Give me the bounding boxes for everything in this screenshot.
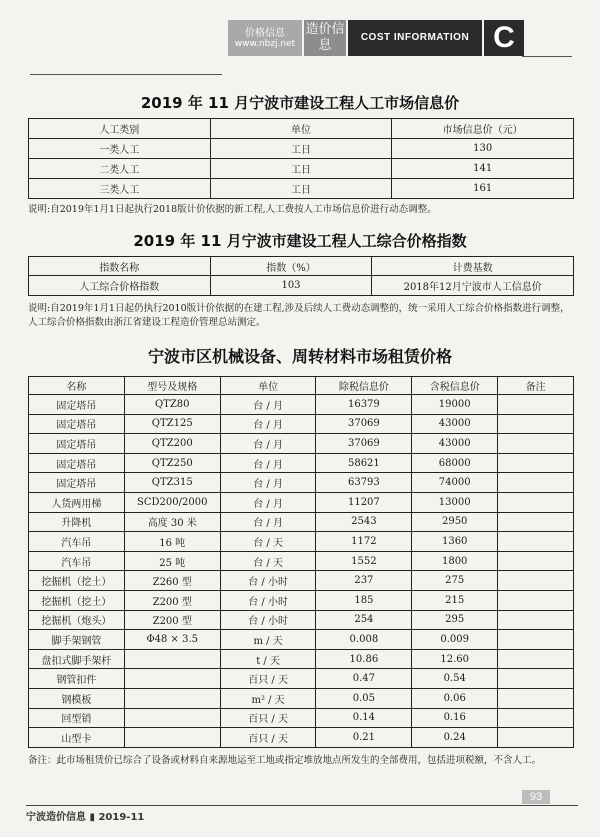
- table-cell: 钢管扣件: [29, 669, 125, 689]
- header-badge-url: www.nbzj.net: [234, 39, 296, 49]
- labor-title: 2019 年 11 月宁波市建设工程人工市场信息价: [140, 94, 460, 112]
- table-row: [29, 551, 574, 571]
- table-cell: 升降机: [29, 512, 125, 532]
- footer-publication: 宁波造价信息 ▮ 2019-11: [26, 812, 145, 823]
- table-cell: 0.14: [316, 708, 412, 728]
- table-cell: 固定塔吊: [29, 453, 125, 473]
- table-cell: 10.86: [316, 649, 412, 669]
- index-title: 2019 年 11 月宁波市建设工程人工综合价格指数: [133, 232, 467, 250]
- table-cell: [498, 532, 574, 552]
- table-cell: 237: [316, 571, 412, 591]
- table-cell: 一类人工: [29, 139, 211, 159]
- table-cell: 百只 / 天: [220, 669, 316, 689]
- footer-rule: [26, 805, 578, 806]
- table-cell: 台 / 小时: [220, 590, 316, 610]
- index-table: [28, 256, 574, 296]
- table-cell: 13000: [412, 492, 498, 512]
- table-row: [29, 139, 574, 159]
- table-cell: QTZ80: [124, 395, 220, 415]
- rental-header-cell: 名称: [29, 377, 125, 395]
- rental-header-cell: 含税信息价: [412, 377, 498, 395]
- table-cell: 0.008: [316, 630, 412, 650]
- table-cell: t / 天: [220, 649, 316, 669]
- table-cell: 185: [316, 590, 412, 610]
- table-row: [29, 276, 574, 296]
- table-cell: 0.47: [316, 669, 412, 689]
- table-cell: 高度 30 米: [124, 512, 220, 532]
- table-row: [29, 708, 574, 728]
- table-cell: [124, 688, 220, 708]
- table-cell: [498, 414, 574, 434]
- table-cell: [124, 649, 220, 669]
- table-cell: [498, 453, 574, 473]
- table-cell: 工日: [210, 139, 392, 159]
- table-cell: 0.06: [412, 688, 498, 708]
- header-rule: [30, 74, 222, 75]
- table-cell: [498, 610, 574, 630]
- table-cell: 挖掘机（挖土）: [29, 571, 125, 591]
- table-cell: 固定塔吊: [29, 434, 125, 454]
- table-cell: 人工综合价格指数: [29, 276, 211, 296]
- table-cell: [498, 512, 574, 532]
- table-cell: 挖掘机（挖土）: [29, 590, 125, 610]
- table-cell: 1552: [316, 551, 412, 571]
- section-letter: C: [482, 20, 524, 56]
- table-cell: 汽车吊: [29, 551, 125, 571]
- table-row: [29, 473, 574, 493]
- table-cell: 58621: [316, 453, 412, 473]
- table-cell: [124, 728, 220, 748]
- table-row: [29, 492, 574, 512]
- section-label: 造价信息: [304, 20, 346, 56]
- table-cell: [498, 434, 574, 454]
- page-number: 93: [522, 790, 550, 804]
- rental-table: [28, 376, 574, 748]
- labor-header-cell: 市场信息价（元）: [392, 119, 574, 139]
- table-cell: 74000: [412, 473, 498, 493]
- header-badge-title: 价格信息: [245, 28, 285, 39]
- table-cell: QTZ250: [124, 453, 220, 473]
- index-header-cell: 指数名称: [29, 257, 211, 276]
- labor-header-cell: 人工类别: [29, 119, 211, 139]
- table-cell: 0.24: [412, 728, 498, 748]
- table-cell: 1360: [412, 532, 498, 552]
- table-cell: 0.54: [412, 669, 498, 689]
- table-cell: 16379: [316, 395, 412, 415]
- header-badge: [228, 20, 302, 56]
- table-cell: 脚手架钢管: [29, 630, 125, 650]
- rental-header-cell: 除税信息价: [316, 377, 412, 395]
- index-note: 说明:自2019年1月1日起仍执行2010版计价依据的在建工程,涉及后续人工费动态调整的，统一采用人工综合价格指数进行调整，人工综合价格指数由浙江省建设工程造价管理总站测定。: [28, 303, 570, 328]
- table-row: [29, 630, 574, 650]
- table-row: [29, 669, 574, 689]
- table-cell: 254: [316, 610, 412, 630]
- section-en-label: COST INFORMATION: [348, 20, 482, 56]
- table-cell: [498, 492, 574, 512]
- table-row: [29, 179, 574, 199]
- table-cell: 215: [412, 590, 498, 610]
- table-cell: m² / 天: [220, 688, 316, 708]
- table-cell: 2950: [412, 512, 498, 532]
- table-cell: 25 吨: [124, 551, 220, 571]
- table-row: [29, 571, 574, 591]
- table-cell: 固定塔吊: [29, 473, 125, 493]
- table-row: [29, 512, 574, 532]
- table-cell: 台 / 小时: [220, 610, 316, 630]
- table-cell: 0.05: [316, 688, 412, 708]
- table-cell: 0.21: [316, 728, 412, 748]
- table-cell: 1172: [316, 532, 412, 552]
- rental-body: [29, 395, 574, 748]
- rental-note: 备注：此市场租赁价已综合了设备或材料自来源地运至工地或指定堆放地点所发生的全部费用，包括进项税额，不含人工。: [28, 755, 542, 766]
- table-cell: [124, 669, 220, 689]
- table-cell: [498, 590, 574, 610]
- table-row: [29, 532, 574, 552]
- table-cell: 二类人工: [29, 159, 211, 179]
- table-cell: 37069: [316, 414, 412, 434]
- table-cell: 43000: [412, 434, 498, 454]
- table-cell: 挖掘机（炮头）: [29, 610, 125, 630]
- table-cell: 山型卡: [29, 728, 125, 748]
- table-cell: 台 / 月: [220, 473, 316, 493]
- table-row: [29, 728, 574, 748]
- table-cell: 台 / 月: [220, 395, 316, 415]
- table-cell: [498, 473, 574, 493]
- table-cell: [498, 630, 574, 650]
- index-header-row: [29, 257, 574, 276]
- table-cell: m / 天: [220, 630, 316, 650]
- table-cell: 63793: [316, 473, 412, 493]
- table-cell: 百只 / 天: [220, 728, 316, 748]
- table-cell: [498, 649, 574, 669]
- table-cell: 台 / 月: [220, 453, 316, 473]
- table-row: [29, 414, 574, 434]
- table-cell: 141: [392, 159, 574, 179]
- table-cell: SCD200/2000: [124, 492, 220, 512]
- table-cell: 盘扣式脚手架杆: [29, 649, 125, 669]
- table-cell: 2018年12月宁波市人工信息价: [372, 276, 574, 296]
- table-cell: [498, 728, 574, 748]
- table-row: [29, 649, 574, 669]
- table-cell: 三类人工: [29, 179, 211, 199]
- table-cell: 钢模板: [29, 688, 125, 708]
- table-row: [29, 453, 574, 473]
- rental-title: 宁波市区机械设备、周转材料市场租赁价格: [147, 347, 452, 366]
- table-cell: 工日: [210, 179, 392, 199]
- header-rule-right: [522, 56, 572, 57]
- table-cell: Z260 型: [124, 571, 220, 591]
- table-cell: 161: [392, 179, 574, 199]
- table-cell: 37069: [316, 434, 412, 454]
- table-cell: [498, 708, 574, 728]
- table-row: [29, 395, 574, 415]
- rental-header-cell: 型号及规格: [124, 377, 220, 395]
- table-cell: 回型销: [29, 708, 125, 728]
- table-cell: 固定塔吊: [29, 414, 125, 434]
- table-row: [29, 434, 574, 454]
- table-cell: 人货两用梯: [29, 492, 125, 512]
- table-cell: QTZ200: [124, 434, 220, 454]
- table-cell: [498, 551, 574, 571]
- table-cell: Φ48 × 3.5: [124, 630, 220, 650]
- table-cell: 台 / 月: [220, 414, 316, 434]
- table-row: [29, 688, 574, 708]
- table-row: [29, 590, 574, 610]
- labor-header-cell: 单位: [210, 119, 392, 139]
- table-cell: 16 吨: [124, 532, 220, 552]
- table-cell: 43000: [412, 414, 498, 434]
- table-cell: 130: [392, 139, 574, 159]
- table-cell: 台 / 月: [220, 512, 316, 532]
- labor-note: 说明:自2019年1月1日起执行2018版计价依据的新工程,人工费按人工市场信息价进行动态调整。: [28, 204, 437, 215]
- table-cell: [498, 669, 574, 689]
- table-cell: 11207: [316, 492, 412, 512]
- index-header-cell: 指数（%）: [210, 257, 372, 276]
- table-cell: 固定塔吊: [29, 395, 125, 415]
- labor-table: [28, 118, 574, 199]
- table-cell: 台 / 月: [220, 434, 316, 454]
- table-cell: [124, 708, 220, 728]
- table-cell: [498, 688, 574, 708]
- table-cell: Z200 型: [124, 590, 220, 610]
- table-cell: [498, 395, 574, 415]
- table-cell: 台 / 小时: [220, 571, 316, 591]
- table-cell: 0.009: [412, 630, 498, 650]
- table-cell: 2543: [316, 512, 412, 532]
- table-cell: 台 / 天: [220, 551, 316, 571]
- table-cell: 295: [412, 610, 498, 630]
- table-cell: 台 / 天: [220, 532, 316, 552]
- table-cell: 0.16: [412, 708, 498, 728]
- table-cell: 12.60: [412, 649, 498, 669]
- rental-header-cell: 备注: [498, 377, 574, 395]
- table-cell: 19000: [412, 395, 498, 415]
- table-row: [29, 610, 574, 630]
- rental-header-row: [29, 377, 574, 395]
- table-row: [29, 159, 574, 179]
- table-cell: 工日: [210, 159, 392, 179]
- rental-header-cell: 单位: [220, 377, 316, 395]
- table-cell: [498, 571, 574, 591]
- labor-header-row: [29, 119, 574, 139]
- table-cell: 汽车吊: [29, 532, 125, 552]
- table-cell: QTZ125: [124, 414, 220, 434]
- table-cell: 台 / 月: [220, 492, 316, 512]
- table-cell: QTZ315: [124, 473, 220, 493]
- table-cell: 百只 / 天: [220, 708, 316, 728]
- table-cell: 103: [210, 276, 372, 296]
- table-cell: Z200 型: [124, 610, 220, 630]
- table-cell: 1800: [412, 551, 498, 571]
- table-cell: 68000: [412, 453, 498, 473]
- table-cell: 275: [412, 571, 498, 591]
- index-header-cell: 计费基数: [372, 257, 574, 276]
